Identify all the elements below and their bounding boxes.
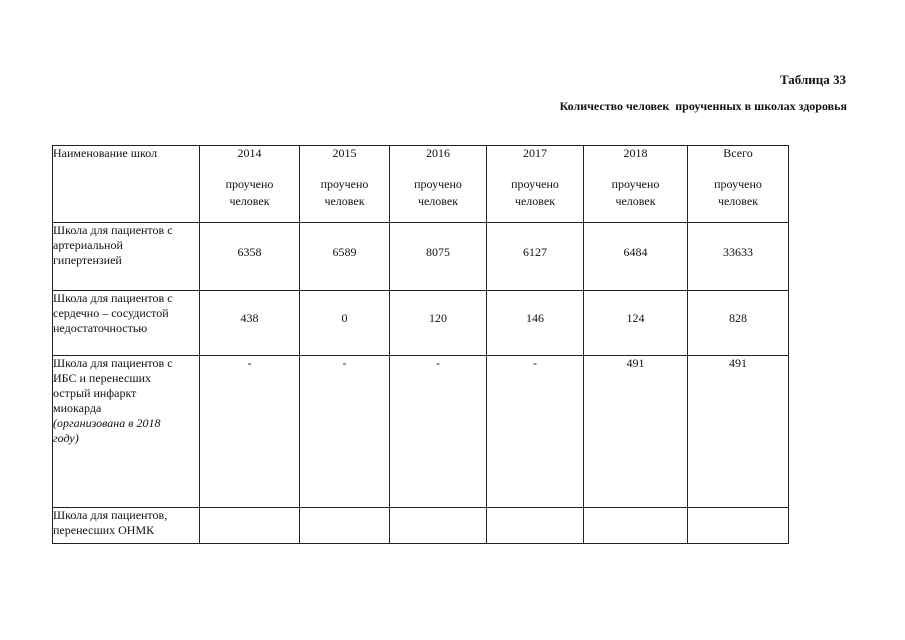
header-col-2016	[390, 146, 487, 223]
header-unit-line1: проучено	[414, 177, 462, 191]
value-cell: 120	[390, 291, 487, 356]
value-cell: 491	[688, 356, 789, 508]
header-unit-line2: человек	[324, 194, 365, 208]
header-col-total	[688, 146, 789, 223]
value-cell: -	[300, 356, 390, 508]
value-cell: 828	[688, 291, 789, 356]
value-cell: 6589	[300, 223, 390, 291]
value-cell: -	[487, 356, 584, 508]
header-year: 2015	[332, 146, 357, 160]
header-unit-line1: проучено	[714, 177, 762, 191]
table-caption: Количество человек проученных в школах здоровья	[559, 99, 847, 113]
row-name-line: острый инфаркт	[53, 386, 137, 400]
value-cell: -	[200, 356, 300, 508]
row-name-line: сердечно – сосудистой	[53, 306, 169, 320]
value-cell: 124	[584, 291, 688, 356]
value-cell	[390, 508, 487, 544]
header-unit-line2: человек	[615, 194, 656, 208]
header-col-2015	[300, 146, 390, 223]
row-name-cell	[53, 223, 200, 291]
header-unit-line2: человек	[229, 194, 270, 208]
value-cell	[487, 508, 584, 544]
value-cell	[688, 508, 789, 544]
value-cell	[584, 508, 688, 544]
row-name-line: Школа для пациентов с	[53, 356, 173, 370]
row-name-cell	[53, 508, 200, 544]
value-cell: 0	[300, 291, 390, 356]
header-year: Всего	[723, 146, 753, 160]
table-row	[53, 356, 789, 508]
value-cell: -	[390, 356, 487, 508]
header-col-2018	[584, 146, 688, 223]
row-note-line: (организована в 2018	[53, 416, 161, 430]
row-name-line: ИБС и перенесших	[53, 371, 152, 385]
value-cell: 6358	[200, 223, 300, 291]
table-row	[53, 508, 789, 544]
schools-table	[52, 145, 789, 544]
row-name-cell	[53, 356, 200, 508]
header-year: 2016	[426, 146, 450, 160]
row-name-line: перенесших ОНМК	[53, 523, 155, 537]
table-number: Таблица 33	[779, 72, 846, 87]
header-unit-line2: человек	[514, 194, 556, 208]
row-name-line: артериальной	[53, 238, 123, 252]
header-year: 2018	[623, 146, 648, 160]
row-name-cell	[53, 291, 200, 356]
row-note-line: году)	[53, 431, 79, 445]
header-school-name: Наименование школ	[53, 146, 200, 223]
header-row	[53, 146, 789, 223]
row-name-line: Школа для пациентов,	[53, 508, 168, 522]
header-unit-line2: человек	[717, 194, 759, 208]
row-name-line: миокарда	[53, 401, 102, 415]
value-cell	[300, 508, 390, 544]
header-unit-line1: проучено	[511, 177, 559, 191]
header-unit-line1: проучено	[611, 177, 660, 191]
header-col-2017	[487, 146, 584, 223]
header-unit-line2: человек	[417, 194, 459, 208]
row-name-line: Школа для пациентов с	[53, 291, 173, 305]
value-cell: 438	[200, 291, 300, 356]
header-unit-line1: проучено	[320, 177, 369, 191]
table-row	[53, 291, 789, 356]
value-cell: 146	[487, 291, 584, 356]
row-name-line: недостаточностью	[53, 321, 148, 335]
header-col-2014	[200, 146, 300, 223]
header-year: 2014	[237, 146, 262, 160]
value-cell: 6127	[487, 223, 584, 291]
value-cell: 491	[584, 356, 688, 508]
row-name-line: гипертензией	[53, 253, 122, 267]
row-name-line: Школа для пациентов с	[53, 223, 173, 237]
value-cell: 8075	[390, 223, 487, 291]
value-cell	[200, 508, 300, 544]
value-cell: 6484	[584, 223, 688, 291]
value-cell: 33633	[688, 223, 789, 291]
table-row	[53, 223, 789, 291]
header-year: 2017	[523, 146, 547, 160]
header-unit-line1: проучено	[225, 177, 274, 191]
